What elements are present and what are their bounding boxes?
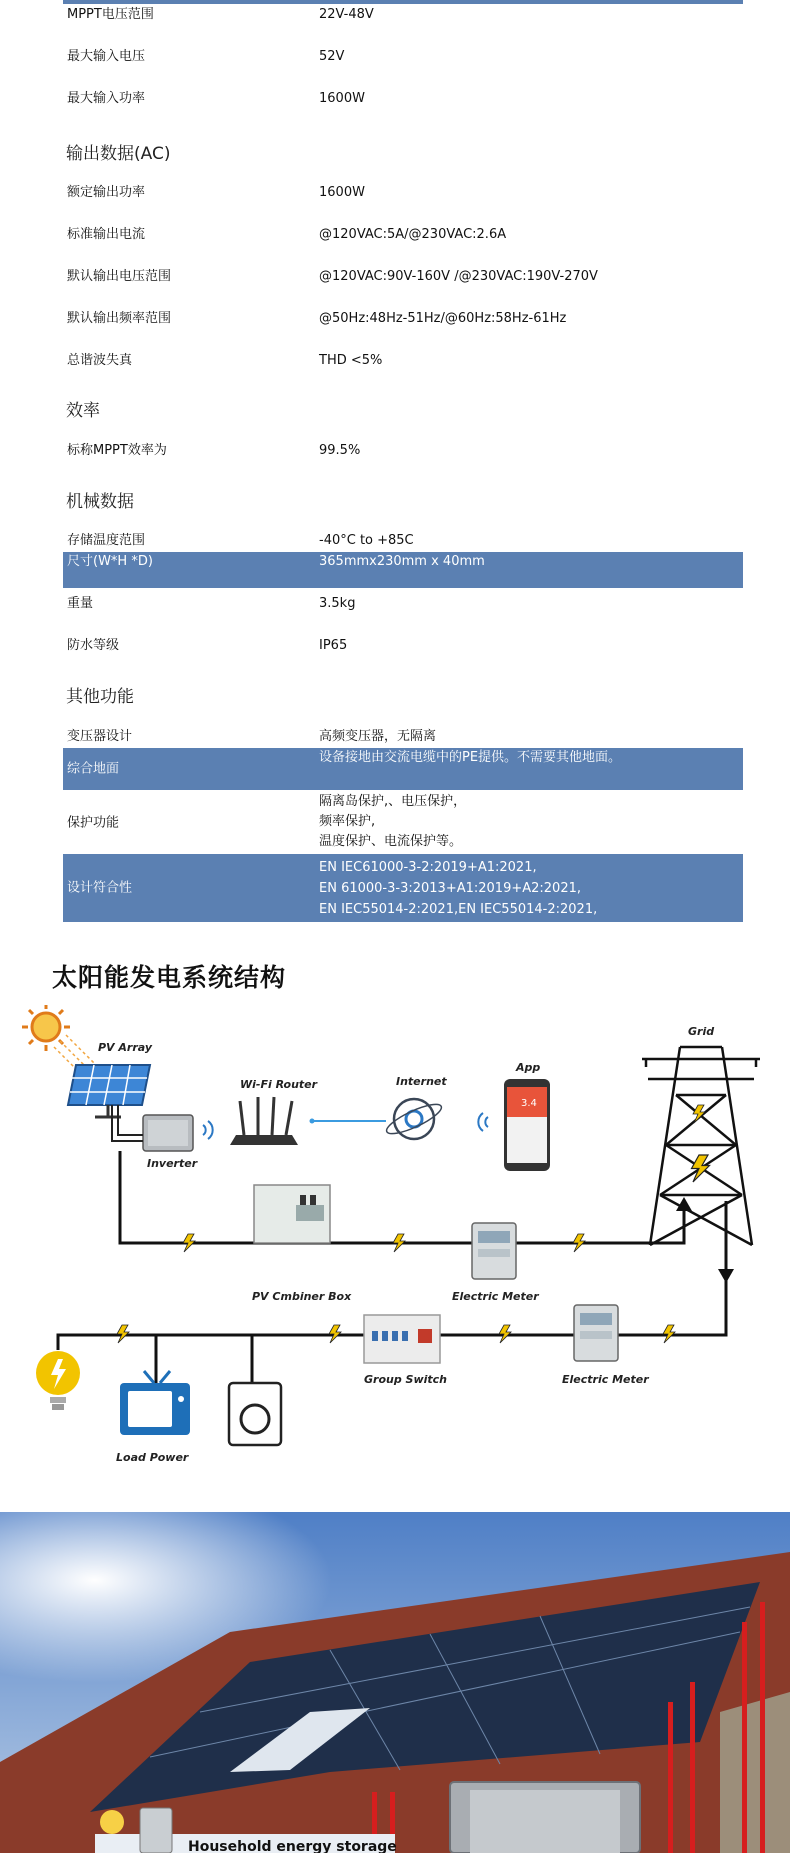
spec-label: 尺寸(W*H *D) [67, 554, 153, 569]
bolt-icon [692, 1155, 710, 1182]
section-title-efficiency: 效率 [66, 401, 100, 421]
internet-globe-icon [383, 1099, 444, 1139]
bolt-icon [329, 1325, 341, 1343]
internet-label: Internet [396, 1075, 447, 1088]
section-title-other: 其他功能 [66, 687, 134, 707]
spec-label: 变压器设计 [67, 729, 133, 744]
inverter-label: Inverter [147, 1157, 198, 1170]
spec-label: 默认输出频率范围 [67, 311, 172, 326]
bolt-icon [573, 1234, 585, 1252]
spec-value: 365mmx230mm x 40mm [319, 554, 485, 569]
spec-label: 每个分支机构的最大单位 [67, 374, 211, 389]
spec-label: 默认输出电压范围 [67, 269, 172, 284]
section-title-mechanical: 机械数据 [66, 492, 134, 512]
wifi-router-icon [230, 1097, 298, 1145]
bolt-icon [693, 1105, 705, 1123]
spec-value: 无风扇 [319, 659, 359, 674]
spec-value: 22V-48V [319, 7, 374, 22]
spec-row-protection [63, 792, 743, 854]
spec-value: 高频变压器，无隔离 [319, 729, 437, 744]
electric-meter-icon [472, 1223, 516, 1279]
spec-value: @120VAC:5A/@230VAC:2.6A [319, 227, 507, 242]
spec-value: 120VAC /230VAC [319, 248, 429, 263]
pv-array-icon [68, 1065, 150, 1117]
protection-line: 频率保护, [319, 814, 376, 829]
combiner-box-label: PV Cmbiner Box [252, 1290, 352, 1303]
compliance-line: EN IEC55014-2:2021,EN IEC55014-2:2021, [319, 902, 598, 917]
grid-tower-icon [642, 1047, 760, 1245]
spec-label: 重量 [67, 596, 94, 611]
bolt-icon [663, 1325, 675, 1343]
spec-label: 交流总线电缆的最大电流 [67, 617, 211, 632]
pv-array-label: PV Array [98, 1041, 153, 1054]
spec-label: 标称MPPT效率为 [67, 443, 167, 458]
compliance-line: EN 61000-3-3:2013+A1:2019+A2:2021, [319, 881, 581, 896]
spec-value: 50Hz / 60Hz [319, 290, 398, 305]
app-label: App [516, 1061, 541, 1074]
spec-value: IP65 [319, 638, 348, 653]
bolt-icon [117, 1325, 129, 1343]
microinverter-icon [450, 1782, 640, 1853]
system-diagram [0, 1005, 790, 1485]
bolt-icon [183, 1234, 195, 1252]
diagram-heading: 太阳能发电系统结构 [52, 963, 287, 992]
spec-value: -40°C to +85C [319, 533, 414, 548]
spec-label: 冷却模式自然对流 [67, 659, 172, 674]
spec-value [319, 792, 737, 852]
spec-value: @50Hz:48Hz-51Hz/@60Hz:58Hz-61Hz [319, 311, 567, 326]
spec-value: WIFI(云监控) [319, 708, 397, 723]
bolt-icon [393, 1234, 405, 1252]
spec-label: 启动电压 [67, 70, 120, 85]
bolt-icon [499, 1325, 511, 1343]
inverter-icon [143, 1115, 213, 1151]
spec-label: 标准输出电压 [67, 248, 146, 263]
spec-label: 最大输入电压 [67, 49, 146, 64]
spec-label: 工作环境温度范围 [67, 512, 172, 527]
spec-value: 设备接地由交流电缆中的PE提供。不需要其他地面。 [319, 750, 622, 765]
combiner-box-icon [254, 1185, 330, 1243]
spec-label: 最大输入电流 [67, 112, 146, 127]
spec-value: 95% [319, 422, 348, 437]
spec-value: 18V [319, 70, 345, 85]
spec-label: 额定输出频率 [67, 290, 146, 305]
table-top-border [63, 0, 743, 4]
spec-value: 1600W [319, 91, 365, 106]
light-bulb-icon [36, 1351, 80, 1410]
spec-value: 20A [319, 617, 345, 632]
spec-value: @120VAC:90V-160V /@230VAC:190V-270V [319, 269, 598, 284]
spec-value [319, 857, 737, 920]
spec-label: 工作电压范围 [67, 28, 146, 43]
spec-value: 1600W [319, 185, 365, 200]
house-illustration [0, 1512, 790, 1853]
compliance-line: EN IEC61000-3-2:2019+A1:2021, [319, 860, 537, 875]
load-power-label: Load Power [116, 1451, 189, 1464]
spec-label: 最大输入功率 [67, 91, 146, 106]
spec-value: 120V&230V [319, 164, 397, 179]
protection-line: 温度保护、电流保护等。 [319, 834, 463, 849]
spec-value: 1600W [319, 206, 365, 221]
spec-value: @120VAC:2units /@230VAC: 4units [319, 374, 549, 389]
spec-label: 综合地面 [67, 761, 120, 777]
spec-label: 峰值效率 [67, 422, 120, 437]
spec-row [63, 552, 743, 588]
spec-label: 防水等级 [67, 638, 120, 653]
meter-photo-icon [140, 1808, 172, 1853]
protection-line: 隔离岛保护,、电压保护， [319, 794, 467, 809]
grid-label: Grid [688, 1025, 715, 1038]
group-switch-icon [364, 1315, 440, 1363]
house-photo [0, 1512, 790, 1853]
spec-label: 保护功能 [67, 815, 120, 831]
washing-machine-icon [229, 1383, 281, 1445]
spec-row-compliance [63, 854, 743, 922]
spec-value: -40℃ to +65℃ [319, 512, 419, 527]
spec-label: 夜间功耗 [67, 464, 120, 479]
spec-label: MPPT电压范围 [67, 7, 154, 22]
spec-value: 15A*2 [319, 112, 360, 127]
lamp-icon [100, 1810, 124, 1834]
app-reading: 3.4 [521, 1098, 537, 1109]
photo-caption: Household energy storage [188, 1839, 397, 1853]
spec-label: 额定输出功率 [67, 185, 146, 200]
spec-value: 52V [319, 49, 345, 64]
section-title-ac: 输出数据(AC) [66, 144, 171, 164]
electric-meter-label: Electric Meter [452, 1290, 539, 1303]
spec-label: 设计符合性 [67, 880, 133, 896]
spec-value: THD <5% [319, 353, 383, 368]
spec-value: 3.5kg [319, 596, 356, 611]
spec-label: 存储温度范围 [67, 533, 146, 548]
electric-meter-icon [574, 1305, 618, 1361]
group-switch-label: Group Switch [364, 1373, 448, 1386]
spec-value: 20V-50V [319, 28, 374, 43]
electric-meter-2-label: Electric Meter [562, 1373, 649, 1386]
spec-label: 功率因数 [67, 332, 120, 347]
spec-label: 最大输出功率 [67, 206, 146, 221]
spec-value: 99.5% [319, 443, 361, 458]
wifi-router-label: Wi-Fi Router [240, 1078, 318, 1091]
spec-row [63, 748, 743, 790]
spec-label: 标准输出电流 [67, 227, 146, 242]
spec-value: <1w [319, 464, 349, 479]
stone-wall [720, 1692, 790, 1853]
spec-label: 单相电网 [67, 164, 120, 179]
spec-label: 通信WIFI [67, 708, 121, 723]
app-phone-icon [478, 1079, 550, 1171]
spec-label: 总谐波失真 [67, 353, 133, 368]
spec-value: >0.99% [319, 332, 372, 347]
